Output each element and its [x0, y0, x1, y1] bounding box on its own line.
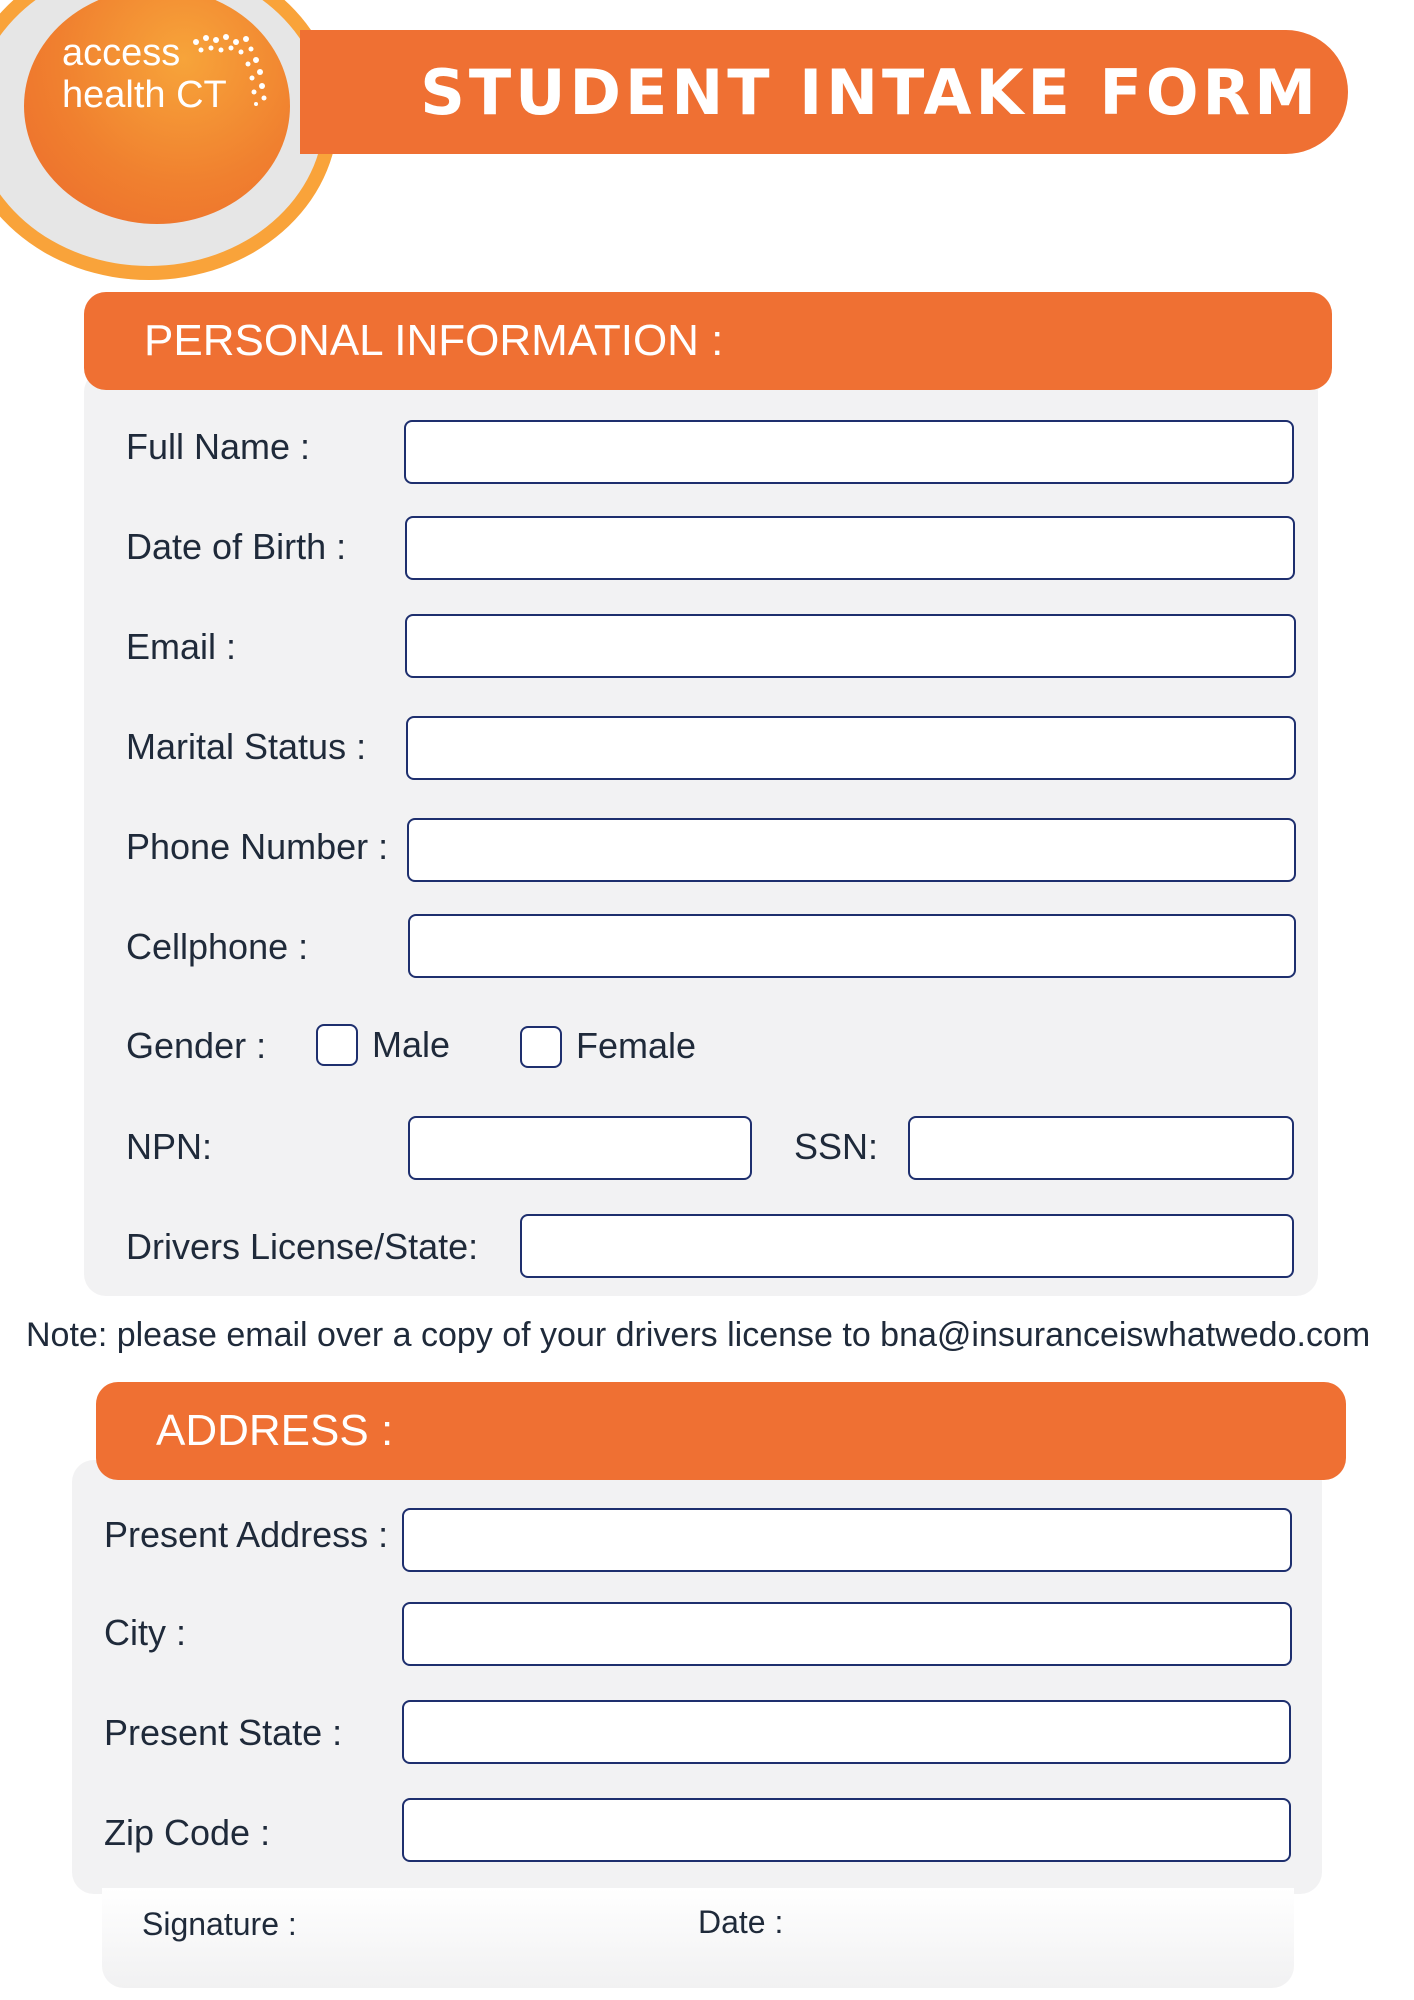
- npn-input[interactable]: [408, 1116, 752, 1180]
- address-header: [96, 1382, 1346, 1480]
- present-address-input[interactable]: [402, 1508, 1292, 1572]
- female-checkbox[interactable]: [520, 1026, 562, 1068]
- present-state-input[interactable]: [402, 1700, 1291, 1764]
- drivers-license-input[interactable]: [520, 1214, 1294, 1278]
- zip-code-input[interactable]: [402, 1798, 1291, 1862]
- email-label: Email :: [126, 626, 237, 667]
- cellphone-input[interactable]: [408, 914, 1296, 978]
- signature-label: Signature :: [142, 1906, 297, 1942]
- date-of-birth-label: Date of Birth :: [126, 526, 347, 567]
- logo-text-line2: health CT: [62, 74, 227, 116]
- city-label: City :: [104, 1612, 187, 1653]
- date-of-birth-input[interactable]: [405, 516, 1295, 580]
- female-label: Female: [576, 1025, 697, 1066]
- gender-label: Gender :: [126, 1025, 267, 1066]
- personal-info-header: [84, 292, 1332, 390]
- phone-number-input[interactable]: [407, 818, 1296, 882]
- present-address-label: Present Address :: [104, 1514, 389, 1555]
- male-checkbox[interactable]: [316, 1024, 358, 1066]
- address-header-text: ADDRESS :: [156, 1406, 394, 1455]
- ssn-input[interactable]: [908, 1116, 1294, 1180]
- personal-info-header-text: PERSONAL INFORMATION :: [144, 316, 724, 365]
- page-title: STUDENT INTAKE FORM: [420, 55, 1320, 129]
- drivers-license-note: Note: please email over a copy of your drivers license to bna@insuranceiswhatwedo.com: [26, 1316, 1371, 1354]
- marital-status-input[interactable]: [406, 716, 1296, 780]
- zip-code-label: Zip Code :: [104, 1812, 271, 1853]
- full-name-input[interactable]: [404, 420, 1294, 484]
- city-input[interactable]: [402, 1602, 1292, 1666]
- drivers-license-label: Drivers License/State:: [126, 1226, 479, 1267]
- present-state-label: Present State :: [104, 1712, 343, 1753]
- cellphone-label: Cellphone :: [126, 926, 309, 967]
- title-banner: [300, 30, 1348, 154]
- ssn-label: SSN:: [794, 1126, 879, 1167]
- npn-label: NPN:: [126, 1126, 213, 1167]
- full-name-label: Full Name :: [126, 426, 311, 467]
- logo-dots-icon: [192, 34, 302, 124]
- email-input[interactable]: [405, 614, 1296, 678]
- male-label: Male: [372, 1024, 451, 1065]
- marital-status-label: Marital Status :: [126, 726, 367, 767]
- phone-number-label: Phone Number :: [126, 826, 389, 867]
- date-label: Date :: [698, 1904, 784, 1940]
- logo-text-line1: access: [62, 32, 181, 74]
